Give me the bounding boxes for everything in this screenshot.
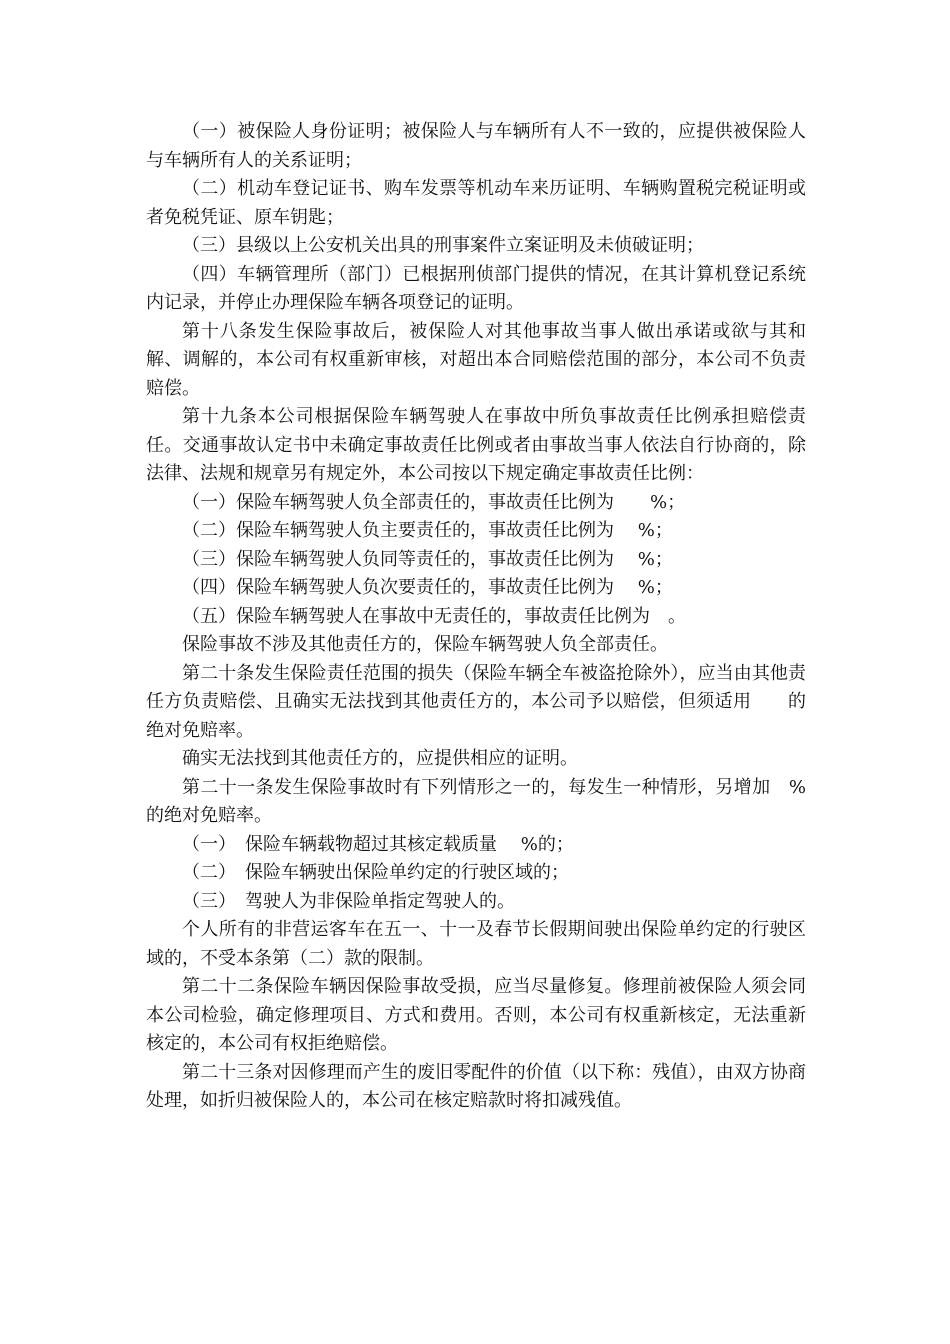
deductible-case-1: （一） 保险车辆载物超过其核定载质量 %的； <box>182 833 574 855</box>
paragraph-item-2: （二）机动车登记证书、购车发票等机动车来历证明、车辆购置税完税证明或者免税凭证、原车钥匙； <box>146 178 806 228</box>
deductible-case-3: （三） 驾驶人为非保险单指定驾驶人的。 <box>182 890 515 912</box>
article-21: 第二十一条发生保险事故时有下列情形之一的，每发生一种情形，另增加 %的绝对免赔率。 <box>146 776 806 826</box>
proof-clause: 确实无法找到其他责任方的，应提供相应的证明。 <box>182 748 578 769</box>
article-19: 第十九条本公司根据保险车辆驾驶人在事故中所负事故责任比例承担赔偿责任。交通事故认定书中未确定事故责任比例或者由事故当事人依法自行协商的，除法律、法规和规章另有规定外，本公司按以下规定确定事故责任比例： <box>146 406 806 484</box>
liability-ratio-none: （五）保险车辆驾驶人在事故中无责任的，事故责任比例为 。 <box>182 605 686 627</box>
article-20: 第二十条发生保险责任范围的损失（保险车辆全车被盗抢除外），应当由其他责任方负责赔偿、且确实无法找到其他责任方的，本公司予以赔偿，但须适用 的绝对免赔率。 <box>146 662 806 741</box>
document-body <box>146 118 806 1116</box>
holiday-exception-clause: 个人所有的非营运客车在五一、十一及春节长假期间驶出保险单约定的行驶区域的，不受本条第（二）款的限制。 <box>146 919 806 969</box>
article-23: 第二十三条对因修理而产生的废旧零配件的价值（以下称：残值），由双方协商处理，如折归被保险人的，本公司在核定赔款时将扣减残值。 <box>146 1061 806 1111</box>
liability-ratio-minor: （四）保险车辆驾驶人负次要责任的，事故责任比例为 %； <box>182 577 673 598</box>
liability-ratio-major: （二）保险车辆驾驶人负主要责任的，事故责任比例为 %； <box>182 520 673 541</box>
article-22: 第二十二条保险车辆因保险事故受损，应当尽量修复。修理前被保险人须会同本公司检验，确定修理项目、方式和费用。否则，本公司有权重新核定，无法重新核定的，本公司有权拒绝赔偿。 <box>146 976 806 1054</box>
paragraph-item-4: （四）车辆管理所（部门）已根据刑侦部门提供的情况，在其计算机登记系统内记录，并停止办理保险车辆各项登记的证明。 <box>146 263 806 313</box>
no-other-party-clause: 保险事故不涉及其他责任方的，保险车辆驾驶人负全部责任。 <box>182 634 668 655</box>
deductible-case-2: （二） 保险车辆驶出保险单约定的行驶区域的； <box>182 862 569 883</box>
liability-ratio-equal: （三）保险车辆驾驶人负同等责任的，事故责任比例为 %； <box>182 548 673 570</box>
article-18: 第十八条发生保险事故后，被保险人对其他事故当事人做出承诺或欲与其和解、调解的，本公司有权重新审核，对超出本合同赔偿范围的部分，本公司不负责赔偿。 <box>146 320 806 399</box>
liability-ratio-full: （一）保险车辆驾驶人负全部责任的，事故责任比例为 %； <box>182 491 686 513</box>
paragraph-item-1: （一）被保险人身份证明；被保险人与车辆所有人不一致的，应提供被保险人与车辆所有人的关系证明； <box>146 121 806 171</box>
paragraph-item-3: （三）县级以上公安机关出具的刑事案件立案证明及未侦破证明； <box>182 235 704 256</box>
